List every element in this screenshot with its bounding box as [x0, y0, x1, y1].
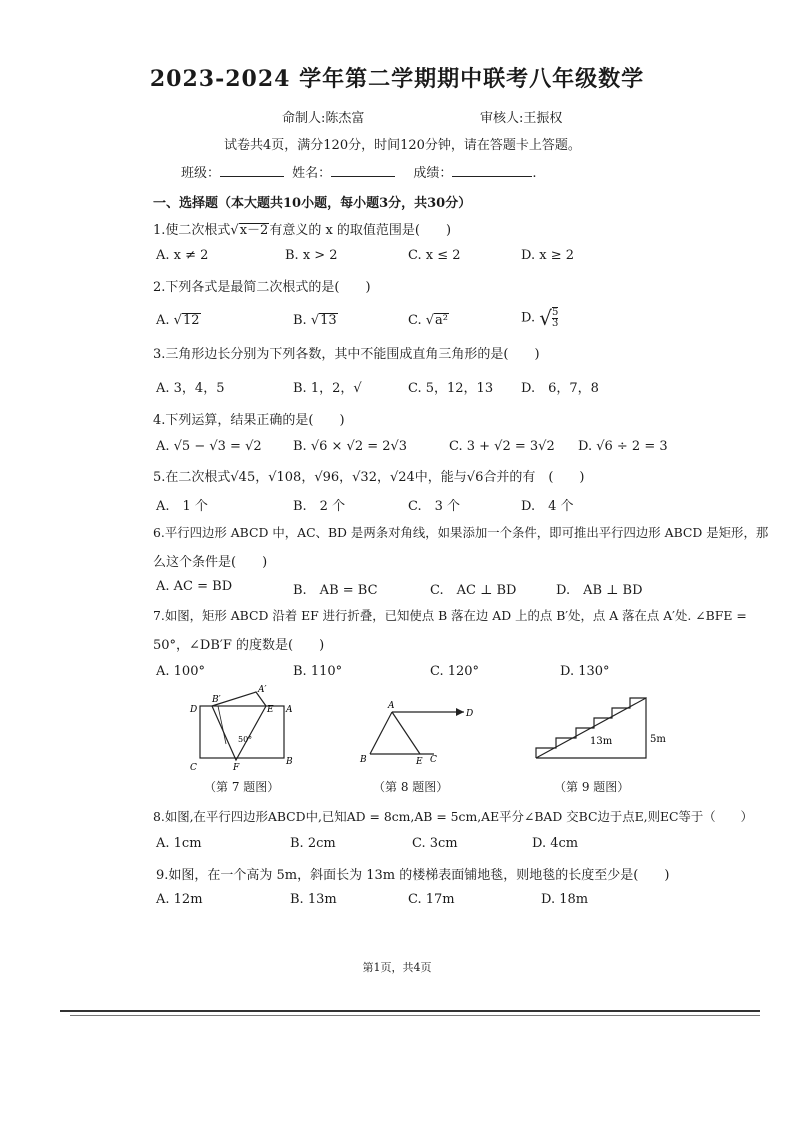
q1-option-a[interactable]: A. x ≠ 2	[156, 248, 209, 263]
footer-rule-thin	[70, 1015, 760, 1016]
q3-option-b[interactable]: B. 1，2，√	[293, 381, 362, 396]
fig7-label-e: E	[267, 705, 274, 715]
author-label: 命制人:陈杰富	[282, 111, 365, 126]
q9-option-c[interactable]: C. 17m	[408, 892, 455, 907]
exam-instructions: 试卷共4页，满分120分，时间120分钟，请在答题卡上答题。	[224, 138, 581, 153]
fig8-label-d: D	[466, 709, 474, 719]
question-2-stem: 2.下列各式是最简二次根式的是( )	[153, 280, 371, 295]
info-line: 班级： 姓名： 成绩： .	[181, 166, 537, 181]
name-label: 姓名：	[292, 166, 332, 181]
q1-option-c[interactable]: C. x ≤ 2	[408, 248, 461, 263]
fig7-label-a: A	[286, 705, 293, 715]
q7-option-d[interactable]: D. 130°	[560, 664, 610, 679]
q8-option-a[interactable]: A. 1cm	[156, 836, 202, 851]
question-6-line1: 6.平行四边形 ABCD 中，AC、BD 是两条对角线，如果添加一个条件，即可推出平行四边形 ABCD 是矩形，那	[153, 525, 769, 540]
fig9-height-label: 5m	[650, 734, 666, 745]
q5-option-a[interactable]: A. 1 个	[156, 499, 208, 514]
score-field[interactable]	[452, 164, 532, 177]
fig9-slope-label: 13m	[590, 736, 613, 747]
q7-option-c[interactable]: C. 120°	[430, 664, 480, 679]
q8-option-c[interactable]: C. 3cm	[412, 836, 458, 851]
q2-a-label: A.	[156, 313, 170, 328]
q9-option-a[interactable]: A. 12m	[156, 892, 203, 907]
q1-pre: 1.使二次根式	[153, 223, 231, 238]
reviewer-label: 审核人:王振权	[480, 111, 563, 126]
class-field[interactable]	[220, 164, 284, 177]
page-number: 第1页，共4页	[362, 961, 432, 974]
figure-9	[528, 690, 678, 766]
q8-option-b[interactable]: B. 2cm	[290, 836, 336, 851]
q9-option-b[interactable]: B. 13m	[290, 892, 337, 907]
fig7-inner-line	[218, 706, 226, 744]
question-9-stem: 9.如图，在一个高为 5m，斜面长为 13m 的楼梯表面铺地毯，则地毯的长度至少是( )	[156, 868, 670, 883]
q4-option-a[interactable]: A. √5 − √3 = √2	[156, 439, 262, 454]
q2-c-radicand: a²	[435, 313, 449, 328]
q2-d-label: D.	[521, 310, 536, 326]
q3-option-a[interactable]: A. 3，4，5	[156, 381, 225, 396]
q4-option-c[interactable]: C. 3 + √2 = 3√2	[449, 439, 555, 454]
question-1-stem: 1.使二次根式√x－2有意义的 x 的取值范围是( )	[153, 223, 452, 238]
q2-c-label: C.	[408, 313, 422, 328]
fig7-label-b1: B′	[212, 695, 221, 705]
q2-option-d[interactable]: D. √ $\frac{5}{3}$	[521, 306, 559, 330]
q6-option-b[interactable]: B. AB = BC	[293, 583, 378, 598]
q7-option-a[interactable]: A. 100°	[156, 664, 205, 679]
q6-option-c[interactable]: C. AC ⊥ BD	[430, 583, 517, 598]
q2-b-radicand: 13	[320, 313, 337, 328]
fig7-label-a1: A′	[258, 685, 267, 695]
q2-option-c[interactable]: C. √a²	[408, 313, 449, 328]
fig7-caption: （第 7 题图）	[204, 780, 280, 794]
fig7-label-d: D	[190, 705, 198, 715]
question-8-stem: 8.如图,在平行四边形ABCD中,已知AD = 8cm,AB = 5cm,AE平分∠BAD 交BC边于点E,则EC等于（ ）	[153, 809, 753, 824]
section-heading: 一、选择题（本大题共10小题，每小题3分，共30分）	[153, 196, 472, 211]
name-field[interactable]	[331, 164, 395, 177]
fig8-label-a: A	[388, 701, 395, 711]
footer-rule	[60, 1010, 760, 1012]
q1-option-d[interactable]: D. x ≥ 2	[521, 248, 574, 263]
question-6-line2: 么这个条件是( )	[153, 555, 268, 570]
q2-a-radicand: 12	[182, 313, 200, 328]
figure-8	[356, 696, 476, 770]
q2-d-den: 3	[551, 318, 559, 329]
fig8-caption: （第 8 题图）	[373, 780, 449, 794]
q6-option-a[interactable]: A. AC = BD	[156, 579, 233, 594]
q3-option-d[interactable]: D. 6，7，8	[521, 381, 599, 396]
q1-post: 有意义的 x 的取值范围是( )	[269, 223, 452, 238]
fig7-angle-label: 50°	[238, 735, 253, 744]
q3-option-c[interactable]: C. 5，12，13	[408, 381, 494, 396]
q1-radicand: x－2	[239, 223, 269, 238]
class-label: 班级：	[181, 166, 221, 181]
q2-option-a[interactable]: A. √12	[156, 313, 200, 328]
fig9-caption: （第 9 题图）	[554, 780, 630, 794]
q6-option-d[interactable]: D. AB ⊥ BD	[556, 583, 643, 598]
question-5-stem: 5.在二次根式√45，√108，√96，√32，√24中，能与√6合并的有 ( )	[153, 470, 585, 485]
q7-option-b[interactable]: B. 110°	[293, 664, 343, 679]
fig7-label-b: B	[286, 757, 293, 767]
fig7-label-c: C	[190, 763, 197, 773]
fig7-label-f: F	[233, 763, 240, 773]
q5-option-d[interactable]: D. 4 个	[521, 499, 574, 514]
fig8-bisector-ae	[392, 712, 420, 754]
fig8-label-c: C	[430, 755, 437, 765]
q2-option-b[interactable]: B. √13	[293, 313, 337, 328]
q9-option-d[interactable]: D. 18m	[541, 892, 589, 907]
q5-option-b[interactable]: B. 2 个	[293, 499, 346, 514]
fig8-arrow	[456, 708, 464, 716]
q2-d-fraction	[552, 307, 558, 330]
question-3-stem: 3.三角形边长分别为下列各数，其中不能围成直角三角形的是( )	[153, 347, 540, 362]
q4-option-b[interactable]: B. √6 × √2 = 2√3	[293, 439, 408, 454]
q1-option-b[interactable]: B. x > 2	[285, 248, 338, 263]
question-7-line1: 7.如图，矩形 ABCD 沿着 EF 进行折叠，已知使点 B 落在边 AD 上的点 B′处，点 A 落在点 A′处. ∠BFE =	[153, 608, 747, 623]
exam-title: 2023-2024 学年第二学期期中联考八年级数学	[149, 66, 645, 92]
q5-option-c[interactable]: C. 3 个	[408, 499, 461, 514]
score-label: 成绩：	[413, 166, 453, 181]
q4-option-d[interactable]: D. √6 ÷ 2 = 3	[578, 439, 668, 454]
fig8-side-ab	[370, 712, 392, 754]
fig8-label-b: B	[360, 755, 367, 765]
q2-b-label: B.	[293, 313, 307, 328]
question-4-stem: 4.下列运算，结果正确的是( )	[153, 413, 345, 428]
figure-7	[188, 684, 298, 776]
q8-option-d[interactable]: D. 4cm	[532, 836, 579, 851]
question-7-line2: 50°，∠DB′F 的度数是( )	[153, 638, 325, 653]
q2-d-num: 5	[551, 306, 559, 318]
fig8-label-e: E	[416, 757, 423, 767]
